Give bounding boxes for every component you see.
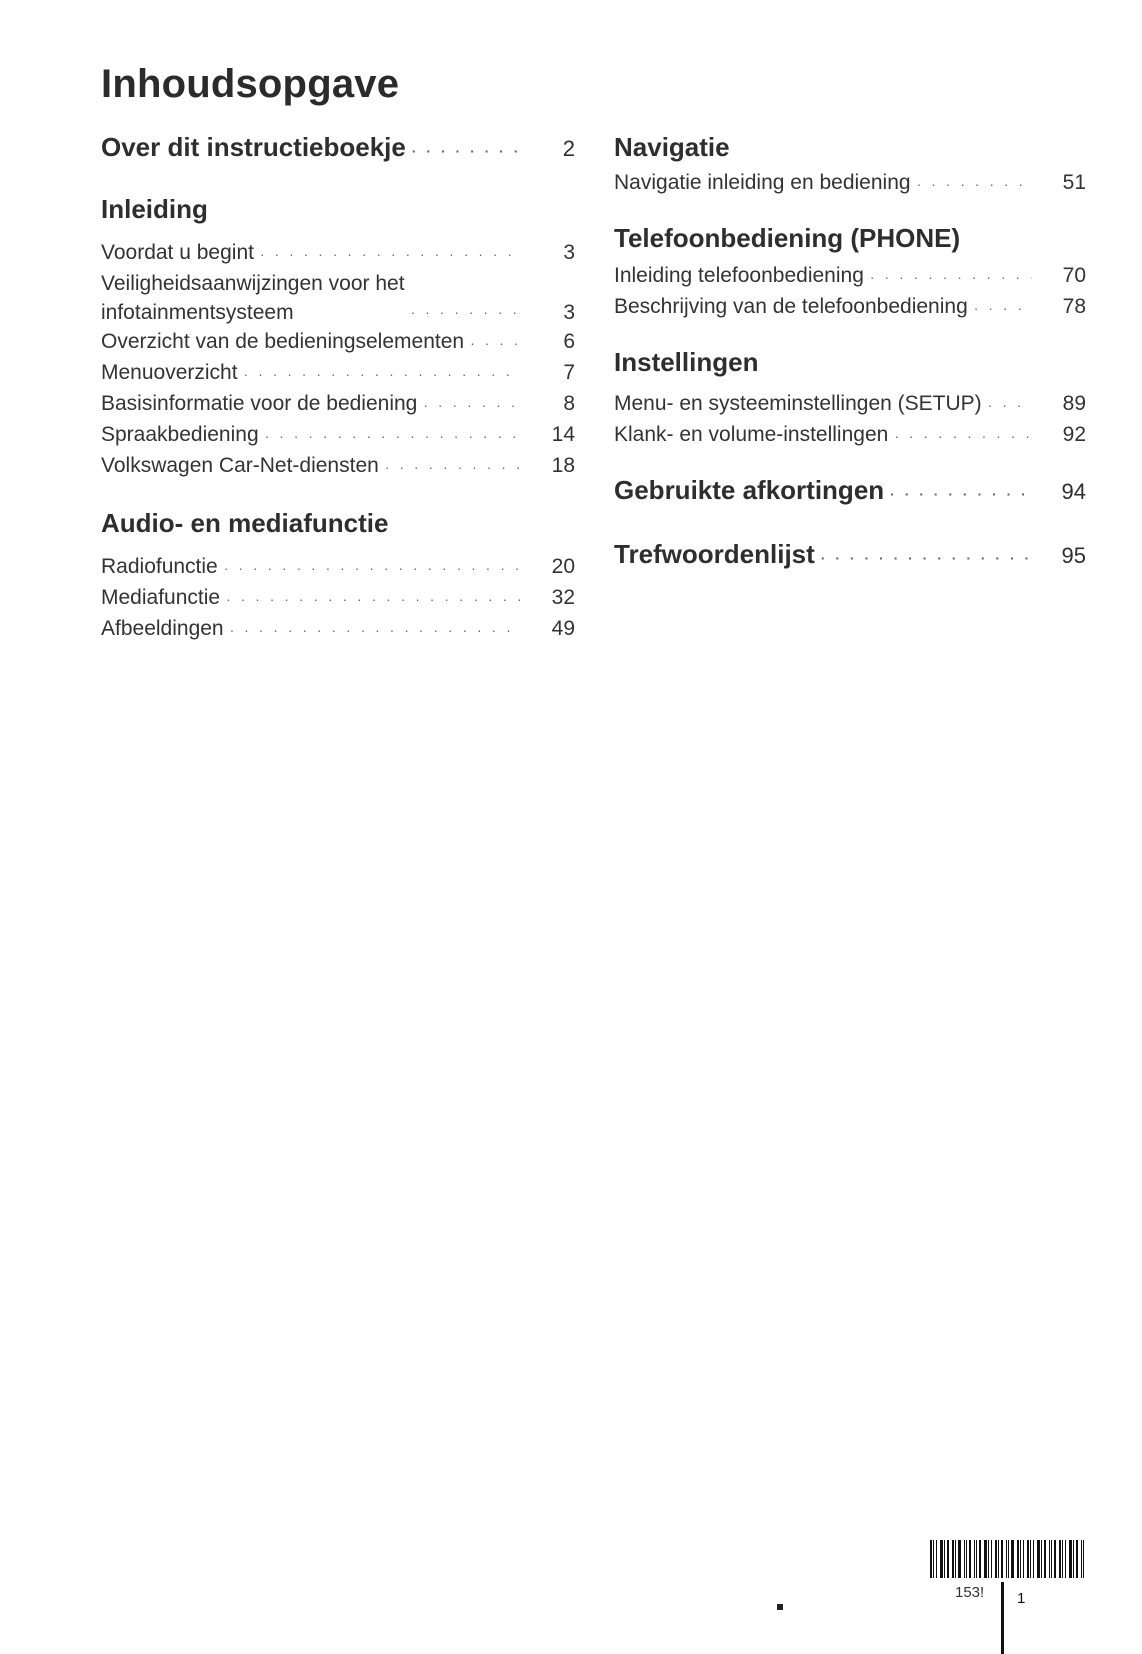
- toc-entry[interactable]: [101, 327, 575, 358]
- barcode-stripe: [1030, 1540, 1031, 1578]
- dot-leader: [265, 422, 521, 451]
- toc-entry-label: Basisinformatie voor de bediening: [101, 392, 418, 415]
- toc-page-number: 95: [1061, 543, 1086, 568]
- toc-page-number: 14: [551, 423, 575, 446]
- toc-entry[interactable]: [614, 420, 1086, 451]
- barcode-stripe: [1083, 1540, 1084, 1578]
- dot-leader: [870, 263, 1032, 292]
- toc-page-number: 8: [563, 392, 575, 415]
- barcode-stripe: [1041, 1540, 1042, 1578]
- barcode-stripe: [1017, 1540, 1019, 1578]
- dot-leader: [412, 134, 521, 168]
- toc-entry-about[interactable]: [101, 130, 575, 168]
- toc-entry-label: Mediafunctie: [101, 586, 221, 609]
- barcode-stripe: [1081, 1540, 1082, 1578]
- barcode-stripe: [958, 1540, 961, 1578]
- barcode-stripe: [1001, 1540, 1003, 1578]
- toc-page-number: 2: [562, 136, 575, 161]
- barcode-stripe: [1073, 1540, 1074, 1578]
- barcode-stripe: [1006, 1540, 1007, 1578]
- barcode: [930, 1540, 1090, 1578]
- toc-entry-label: Inleiding telefoonbediening: [614, 264, 864, 287]
- toc-entry[interactable]: [614, 168, 1086, 199]
- barcode-stripe: [1054, 1540, 1056, 1578]
- toc-entry-label: Overzicht van de bedieningselementen: [101, 330, 465, 353]
- section-heading-inleiding: Inleiding: [101, 194, 208, 224]
- toc-page-number: 92: [1062, 423, 1086, 446]
- toc-entry-label: Beschrijving van de telefoonbediening: [614, 295, 968, 318]
- barcode-stripe: [1069, 1540, 1072, 1578]
- barcode-stripe: [974, 1540, 975, 1578]
- document-code: 153!: [955, 1584, 985, 1601]
- toc-entry-afkortingen[interactable]: [614, 473, 1086, 511]
- toc-entry-label: Navigatie inleiding en bediening: [614, 171, 911, 194]
- toc-entry[interactable]: [101, 269, 575, 327]
- section-heading-audio: Audio- en mediafunctie: [101, 508, 389, 538]
- toc-page-number: 20: [551, 555, 575, 578]
- barcode-stripe: [940, 1540, 943, 1578]
- toc-entry-label: Afbeeldingen: [101, 617, 224, 640]
- barcode-stripe: [952, 1540, 954, 1578]
- barcode-stripe: [1059, 1540, 1061, 1578]
- barcode-stripe: [966, 1540, 967, 1578]
- barcode-stripe: [1023, 1540, 1024, 1578]
- footer-divider: [1001, 1582, 1004, 1654]
- barcode-stripe: [1008, 1540, 1009, 1578]
- barcode-stripe: [947, 1540, 949, 1578]
- toc-entry-label: Radiofunctie: [101, 555, 218, 578]
- toc-entry-label: Voordat u begint: [101, 241, 254, 264]
- toc-entry-label-line2: infotainmentsysteem: [101, 301, 294, 324]
- barcode-stripe: [1033, 1540, 1034, 1578]
- barcode-stripe: [930, 1540, 932, 1578]
- dot-leader: [821, 541, 1032, 575]
- barcode-stripe: [976, 1540, 977, 1578]
- toc-page-number: 70: [1062, 264, 1086, 287]
- toc-entry-label: Over dit instructieboekje: [101, 132, 406, 162]
- toc-entry[interactable]: [101, 238, 575, 269]
- toc-entry[interactable]: [614, 261, 1086, 292]
- toc-entry-label: [101, 269, 405, 327]
- toc-right-column: [614, 130, 1086, 575]
- barcode-stripe: [991, 1540, 992, 1578]
- dot-leader: [226, 585, 521, 614]
- dot-leader: [230, 616, 521, 645]
- toc-page-number: 6: [563, 330, 575, 353]
- barcode-stripe: [1076, 1540, 1078, 1578]
- toc-entry[interactable]: [614, 292, 1086, 323]
- barcode-stripe: [1065, 1540, 1066, 1578]
- page-number: 1: [1017, 1590, 1026, 1607]
- section-heading-telefoon: Telefoonbediening (PHONE): [614, 223, 961, 253]
- barcode-stripe: [995, 1540, 997, 1578]
- barcode-stripe: [1027, 1540, 1029, 1578]
- toc-page-number: 3: [563, 301, 575, 324]
- barcode-stripe: [969, 1540, 971, 1578]
- barcode-stripe: [988, 1540, 989, 1578]
- toc-page-number: 3: [563, 241, 575, 264]
- toc-entry-label: Volkswagen Car-Net-diensten: [101, 454, 379, 477]
- toc-page-number: 7: [563, 361, 575, 384]
- dot-leader: [894, 422, 1032, 451]
- toc-entry[interactable]: [101, 614, 575, 645]
- barcode-stripe: [936, 1540, 937, 1578]
- barcode-stripe: [1011, 1540, 1014, 1578]
- toc-page-number: 78: [1062, 295, 1086, 318]
- barcode-stripe: [1051, 1540, 1052, 1578]
- dot-leader: [988, 391, 1032, 420]
- toc-page-number: 32: [551, 586, 575, 609]
- toc-entry[interactable]: [101, 358, 575, 389]
- dot-leader: [224, 554, 521, 583]
- toc-entry-label: Gebruikte afkortingen: [614, 475, 885, 505]
- dot-leader: [470, 329, 521, 358]
- toc-entry-trefwoorden[interactable]: [614, 537, 1086, 575]
- dot-leader: [917, 170, 1032, 199]
- dot-leader: [890, 477, 1032, 511]
- toc-entry-label: Spraakbediening: [101, 423, 259, 446]
- dot-leader: [244, 360, 521, 389]
- print-mark: [777, 1604, 783, 1610]
- toc-page-number: 51: [1062, 171, 1086, 194]
- toc-entry-label-line1: Veiligheidsaanwijzingen voor het: [101, 272, 405, 295]
- barcode-stripe: [1044, 1540, 1046, 1578]
- section-heading-navigatie: Navigatie: [614, 132, 730, 162]
- toc-entry-label: Klank- en volume-instellingen: [614, 423, 889, 446]
- toc-entry[interactable]: [101, 420, 575, 451]
- dot-leader: [423, 391, 521, 420]
- barcode-stripe: [1062, 1540, 1063, 1578]
- barcode-stripe: [1020, 1540, 1021, 1578]
- dot-leader: [411, 298, 521, 327]
- page-title: Inhoudsopgave: [101, 62, 400, 106]
- barcode-stripe: [998, 1540, 999, 1578]
- barcode-stripe: [944, 1540, 945, 1578]
- barcode-stripe: [984, 1540, 987, 1578]
- dot-leader: [974, 294, 1032, 323]
- dot-leader: [260, 240, 521, 269]
- toc-entry[interactable]: [101, 552, 575, 583]
- toc-entry[interactable]: [101, 389, 575, 420]
- barcode-stripe: [979, 1540, 981, 1578]
- barcode-stripe: [933, 1540, 934, 1578]
- toc-entry-label: Menu- en systeeminstellingen (SETUP): [614, 392, 982, 415]
- barcode-stripe: [964, 1540, 965, 1578]
- barcode-stripe: [1037, 1540, 1040, 1578]
- toc-entry-label: Menuoverzicht: [101, 361, 238, 384]
- toc-page-number: 18: [551, 454, 575, 477]
- barcode-stripe: [1049, 1540, 1050, 1578]
- toc-entry[interactable]: [614, 389, 1086, 420]
- toc-entry[interactable]: [101, 451, 575, 482]
- toc-page-number: 49: [551, 617, 575, 640]
- dot-leader: [385, 453, 521, 482]
- toc-page-number: 89: [1062, 392, 1086, 415]
- toc-entry[interactable]: [101, 583, 575, 614]
- barcode-stripe: [955, 1540, 956, 1578]
- toc-left-column: [101, 130, 575, 645]
- toc-entry-label: Trefwoordenlijst: [614, 539, 815, 569]
- toc-page-number: 94: [1061, 479, 1086, 504]
- section-heading-instellingen: Instellingen: [614, 347, 759, 377]
